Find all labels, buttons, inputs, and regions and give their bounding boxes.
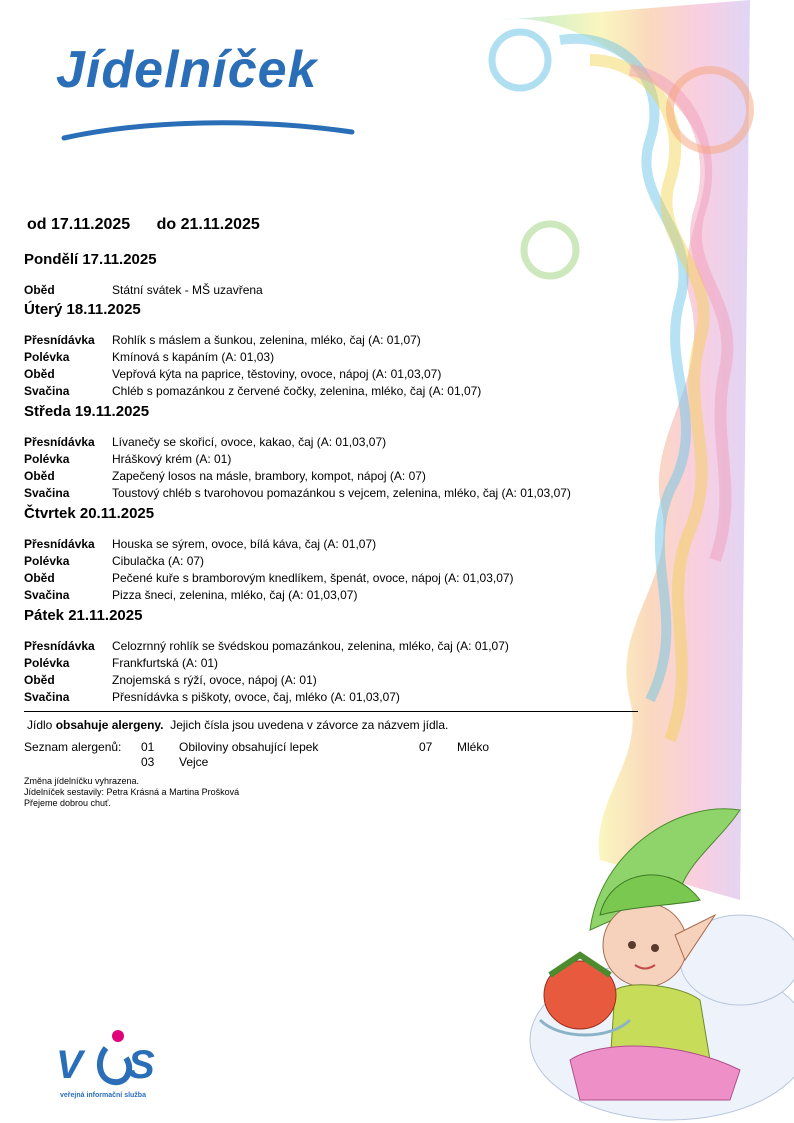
- meal-row: [24, 434, 644, 451]
- title-swoosh: [56, 102, 356, 142]
- day-friday: [24, 607, 644, 706]
- day-title: Úterý 18.11.2025: [24, 301, 141, 318]
- meal-row: [24, 485, 644, 502]
- meal-text: Celozrnný rohlík se švédskou pomazánkou, zelenina, mléko, čaj (A: 01,07): [112, 639, 509, 653]
- meal-text: Státní svátek - MŠ uzavřena: [112, 283, 263, 297]
- day-title: Středa 19.11.2025: [24, 403, 150, 420]
- meal-text: Vepřová kýta na paprice, těstoviny, ovoce, nápoj (A: 01,03,07): [112, 367, 442, 381]
- day-title: Pátek 21.11.2025: [24, 607, 143, 624]
- day-monday: [24, 251, 644, 299]
- meal-row: [24, 282, 644, 299]
- meal-label: Oběd: [24, 367, 55, 381]
- day-thursday: [24, 505, 644, 604]
- meal-row: [24, 383, 644, 400]
- meal-row: [24, 468, 644, 485]
- meal-label: Přesnídávka: [24, 333, 95, 347]
- meal-row: [24, 638, 644, 655]
- title-logo-text: Jídelníček: [56, 41, 318, 99]
- meal-label: Přesnídávka: [24, 537, 95, 551]
- meal-text: Rohlík s máslem a šunkou, zelenina, mléko, čaj (A: 01,07): [112, 333, 421, 347]
- meal-text: Lívanečy se skořicí, ovoce, kakao, čaj (A: 01,03,07): [112, 435, 387, 449]
- meal-label: Oběd: [24, 469, 55, 483]
- meal-label: Polévka: [24, 656, 70, 670]
- meal-text: Toustový chléb s tvarohovou pomazánkou s vejcem, zelenina, mléko, čaj (A: 01,03,07): [112, 486, 571, 500]
- meal-row: [24, 332, 644, 349]
- meal-label: Svačina: [24, 384, 70, 398]
- menu-days: [24, 251, 644, 709]
- svg-text:S: S: [128, 1043, 155, 1087]
- meal-row: [24, 536, 644, 553]
- meal-text: Zapečený losos na másle, brambory, kompot, nápoj (A: 07): [112, 469, 426, 483]
- date-range: [27, 216, 282, 234]
- meal-text: Houska se sýrem, ovoce, bílá káva, čaj (A: 01,07): [112, 537, 377, 551]
- date-to: do 21.11.2025: [156, 216, 260, 233]
- allergen-code: 01: [141, 740, 155, 754]
- meal-text: Přesnídávka s piškoty, ovoce, čaj, mléko (A: 01,03,07): [112, 690, 400, 704]
- meal-text: Znojemská s rýží, ovoce, nápoj (A: 01): [112, 673, 317, 687]
- allergen-note-bold: obsahuje alergeny.: [55, 718, 164, 732]
- allergen-name: Vejce: [179, 755, 209, 769]
- allergen-note-prefix: Jídlo: [27, 718, 53, 732]
- meal-text: Pečené kuře s bramborovým knedlíkem, špenát, ovoce, nápoj (A: 01,03,07): [112, 571, 514, 585]
- meal-text: Cibulačka (A: 07): [112, 554, 205, 568]
- meal-label: Přesnídávka: [24, 435, 95, 449]
- vis-logo-tagline: veřejná informační služba: [60, 1092, 146, 1099]
- footer-line: Jídelníček sestavily: Petra Krásná a Martina Prošková: [24, 787, 240, 797]
- meal-label: Přesnídávka: [24, 639, 95, 653]
- day-tuesday: [24, 301, 644, 400]
- vis-logo: [56, 1030, 176, 1106]
- meal-row: [24, 349, 644, 366]
- allergen-note-rest: Jejich čísla jsou uvedena v závorce za názvem jídla.: [170, 718, 449, 732]
- divider: [24, 711, 638, 712]
- day-wednesday: [24, 403, 644, 502]
- title-logo: [56, 40, 356, 150]
- allergen-code: 07: [419, 740, 433, 754]
- allergen-note: [27, 718, 448, 732]
- meal-row: [24, 570, 644, 587]
- meal-label: Oběd: [24, 283, 55, 297]
- day-title: Čtvrtek 20.11.2025: [24, 505, 155, 522]
- meal-row: [24, 366, 644, 383]
- meal-row: [24, 672, 644, 689]
- meal-row: [24, 655, 644, 672]
- meal-text: Frankfurtská (A: 01): [112, 656, 219, 670]
- meal-text: Chléb s pomazánkou z červené čočky, zelenina, mléko, čaj (A: 01,07): [112, 384, 482, 398]
- meal-label: Svačina: [24, 588, 70, 602]
- allergen-name: Obiloviny obsahující lepek: [179, 740, 319, 754]
- meal-label: Svačina: [24, 486, 70, 500]
- meal-label: Svačina: [24, 690, 70, 704]
- day-title: Pondělí 17.11.2025: [24, 251, 157, 268]
- meal-label: Polévka: [24, 452, 70, 466]
- meal-label: Oběd: [24, 673, 55, 687]
- svg-text:V: V: [56, 1043, 83, 1087]
- footer-line: Změna jídelníčku vyhrazena.: [24, 776, 140, 786]
- date-from: od 17.11.2025: [27, 216, 131, 233]
- meal-label: Polévka: [24, 350, 70, 364]
- allergen-name: Mléko: [457, 740, 490, 754]
- allergen-list-heading: Seznam alergenů:: [24, 740, 122, 754]
- meal-row: [24, 553, 644, 570]
- meal-text: Hráškový krém (A: 01): [112, 452, 232, 466]
- meal-row: [24, 689, 644, 706]
- allergen-code: 03: [141, 755, 155, 769]
- meal-row: [24, 451, 644, 468]
- footer-line: Přejeme dobrou chuť.: [24, 798, 111, 808]
- meal-text: Pizza šneci, zelenina, mléko, čaj (A: 01,03,07): [112, 588, 358, 602]
- meal-row: [24, 587, 644, 604]
- footer-notes: [24, 776, 239, 809]
- meal-text: Kmínová s kapáním (A: 01,03): [112, 350, 275, 364]
- meal-label: Polévka: [24, 554, 70, 568]
- meal-label: Oběd: [24, 571, 55, 585]
